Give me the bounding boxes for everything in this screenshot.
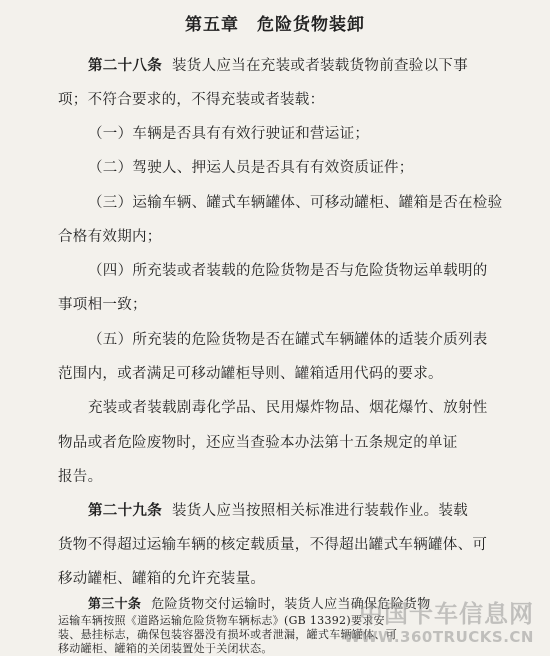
article-30-line-2: 运输车辆按照《道路运输危险货物车辆标志》(GB 13392)要求安	[58, 614, 385, 627]
article-28-item-4-cont: 事项相一致；	[58, 297, 147, 313]
article-28-item-3-cont: 合格有效期内；	[58, 229, 162, 245]
article-28-item-5: （五）所充装的危险货物是否在罐式车辆罐体的适装介质列表	[88, 332, 488, 348]
article-28-extra-3: 报告。	[58, 469, 103, 485]
article-28-extra-2: 物品或者危险废物时，还应当查验本办法第十五条规定的单证	[58, 435, 458, 451]
article-30-line-4: 移动罐柜、罐箱的关闭装置处于关闭状态。	[58, 642, 273, 655]
article-28-extra-1: 充装或者装载剧毒化学品、民用爆炸物品、烟花爆竹、放射性	[88, 400, 488, 416]
article-30-line-1: 第三十条 危险货物交付运输时，装货人应当确保危险货物	[88, 597, 431, 612]
article-28-item-3: （三）运输车辆、罐式车辆罐体、可移动罐柜、罐箱是否在检验	[88, 195, 503, 211]
article-28-item-2: （二）驾驶人、押运人员是否具有有效资质证件；	[88, 160, 414, 176]
article-29-heading: 第二十九条	[88, 503, 162, 519]
article-28-item-1: （一）车辆是否具有有效行驶证和营运证；	[88, 126, 370, 142]
site-watermark	[314, 600, 534, 646]
watermark-en: WWW.360TRUCKS.CN	[343, 628, 534, 646]
article-28-line-1: 第二十八条 装货人应当在充装或者装载货物前查验以下事	[88, 58, 468, 74]
article-29-line-3: 移动罐柜、罐箱的允许充装量。	[58, 571, 266, 587]
watermark-cn: 中国卡车信息网	[359, 600, 534, 628]
article-30-line-3: 装、悬挂标志，确保包装容器没有损坏或者泄漏，罐式车辆罐体、可	[58, 628, 397, 641]
article-30-heading: 第三十条	[88, 597, 142, 612]
article-28-line-2: 项；不符合要求的，不得充装或者装载：	[58, 92, 325, 108]
chapter-title: 第五章 危险货物装卸	[185, 15, 365, 35]
article-28-item-4: （四）所充装或者装载的危险货物是否与危险货物运单载明的	[88, 263, 488, 279]
article-29-line-2: 货物不得超过运输车辆的核定载质量，不得超出罐式车辆罐体、可	[58, 537, 488, 553]
article-28-heading: 第二十八条	[88, 58, 162, 74]
article-29-line-1: 第二十九条 装货人应当按照相关标准进行装载作业。装载	[88, 503, 468, 519]
article-28-item-5-cont: 范围内，或者满足可移动罐柜导则、罐箱适用代码的要求。	[58, 366, 443, 382]
